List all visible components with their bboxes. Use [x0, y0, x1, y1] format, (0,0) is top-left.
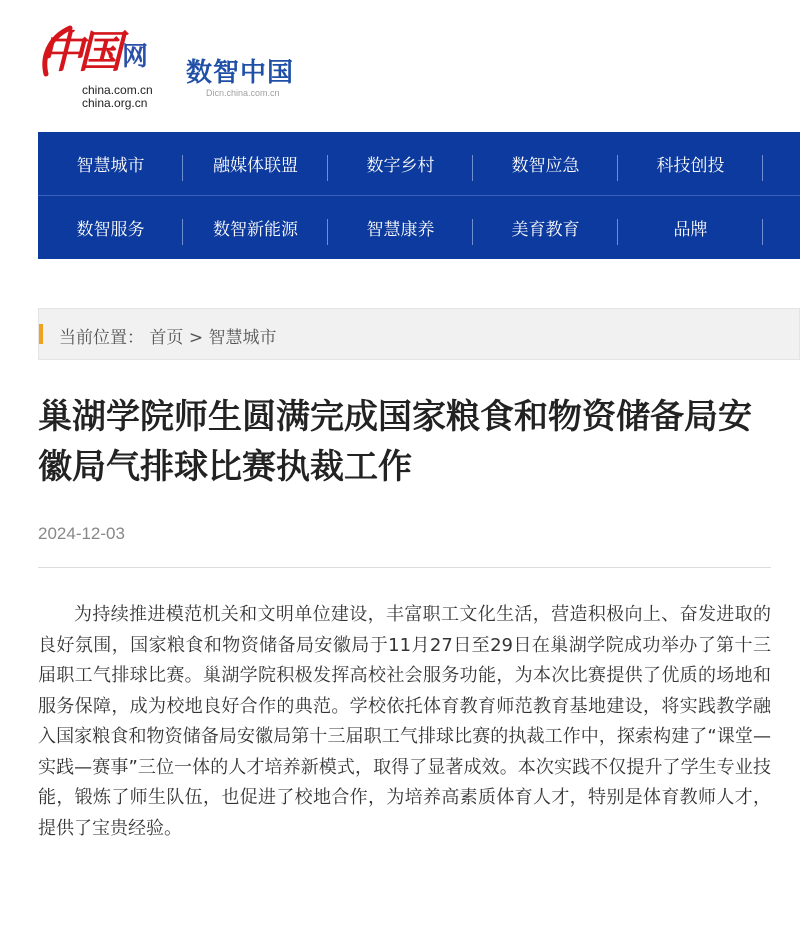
nav-item-digital-service[interactable]: 数智服务: [38, 215, 183, 240]
breadcrumb-text: [59, 323, 276, 348]
nav-item-media-alliance[interactable]: 融媒体联盟: [183, 151, 328, 176]
breadcrumb-label: 当前位置：: [59, 328, 144, 348]
logo-domain-1: china.com.cn: [82, 83, 153, 97]
article-body: 为持续推进模范机关和文明单位建设，丰富职工文化生活，营造积极向上、奋发进取的良好氛围，国家粮食和物资储备局安徽局于11月27日至29日在巢湖学院成功举办了第十三届职工气排球比赛。巢湖学院积极发挥高校社会服务功能，为本次比赛提供了优质的场地和服务保障，成为校地良好合作的典范。学校依托体育教育师范教育基地建设，将实践教学融入国家粮食和物资储备局安徽局第十三届职工气排球比赛的执裁工作中，探索构建了“课堂—实践—赛事”三位一体的人才培养新模式，取得了显著成效。本次实践不仅提升了学生专业技能，锻炼了师生队伍，也促进了校地合作，为培养高素质体育人才，特别是体育教师人才，提供了宝贵经验。: [38, 604, 771, 839]
nav-item-digital-village[interactable]: 数字乡村: [328, 151, 473, 176]
breadcrumb-current[interactable]: 智慧城市: [208, 328, 277, 348]
article-title: 巢湖学院师生圆满完成国家粮食和物资储备局安徽局气排球比赛执裁工作: [38, 397, 752, 487]
logo-domains: [82, 84, 153, 110]
site-header: [0, 0, 800, 132]
article-date: 2024-12-03: [38, 524, 125, 543]
nav-item-health-care[interactable]: 智慧康养: [328, 215, 473, 240]
logo-mark: 中国: [40, 27, 116, 78]
nav-item-new-energy[interactable]: 数智新能源: [183, 215, 328, 240]
breadcrumb-accent: [39, 324, 43, 344]
nav-item-brand[interactable]: 品牌: [618, 215, 763, 240]
china-net-logo[interactable]: [40, 14, 170, 110]
logo-domain-2: china.org.cn: [82, 96, 148, 110]
nav-item-aesthetic-education[interactable]: 美育教育: [473, 215, 618, 240]
nav-row-1: [38, 132, 800, 195]
breadcrumb-sep: >: [188, 328, 204, 348]
nav-item-smart-city[interactable]: 智慧城市: [38, 151, 183, 176]
nav-row-2: [38, 195, 800, 259]
site-subdomain: Dicn.china.com.cn: [206, 88, 280, 98]
title-divider: [38, 567, 771, 568]
breadcrumb-home[interactable]: 首页: [149, 328, 184, 348]
site-name[interactable]: 数智中国: [186, 58, 295, 88]
logo-wang: 网: [122, 42, 149, 72]
nav-item-tech-venture[interactable]: 科技创投: [618, 151, 763, 176]
breadcrumb: [38, 308, 800, 360]
nav-item-emergency[interactable]: 数智应急: [473, 151, 618, 176]
main-nav: [38, 132, 800, 259]
